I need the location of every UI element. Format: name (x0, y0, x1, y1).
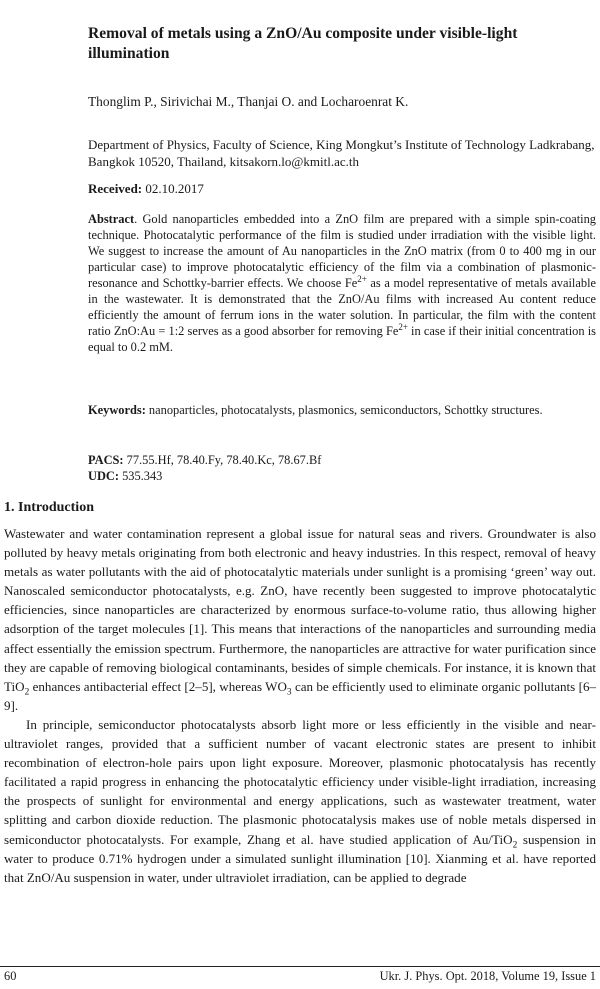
keywords-value: nanoparticles, photocatalysts, plasmonics, semiconductors, Schottky structures. (145, 403, 543, 417)
paper-title: Removal of metals using a ZnO/Au composite under visible-light illumination (88, 25, 518, 62)
abstract-text-2: as a model representative of metals available in the wastewater. It is demonstrated that the ZnO/Au films with increased Au content reduce efficiently the amount of ferrum ions in the water solution. In particular, the film with the content ratio ZnO:Au = 1:2 serves as a good absorber for removing Fe (88, 276, 597, 338)
abstract-sup-1: 2+ (357, 273, 367, 284)
paragraph-1-text-b: enhances antibacterial effect [2–5], whereas WO (29, 678, 287, 694)
paragraph-2-sub-1: 2 (512, 840, 518, 851)
paragraph-2-text-b: suspension in water to produce 0.71% hydrogen under a simulated sunlight illumination [10]. Xianming et al. have reported that ZnO/Au suspension in water, under ultraviolet irradiation, can be applied to degrade (4, 831, 597, 885)
keywords-label: Keywords: (88, 403, 146, 417)
abstract-text-1: . Gold nanoparticles embedded into a ZnO film are prepared with a simple spin-coating technique. Photocatalytic performance of the film is studied under irradiation with the visible light. We suggest to increase the amount of Au nanoparticles in the ZnO matrix (from 0 to 400 mg in our particular case) to improve photocatalytic efficiency of the film via a combination of plasmonic-resonance and Schottky-barrier effects. We choose Fe (88, 212, 596, 290)
udc-line (88, 468, 596, 484)
abstract-label: Abstract (88, 212, 135, 226)
paragraph-1 (4, 524, 596, 715)
paragraph-2 (4, 715, 596, 887)
paragraph-2-text-a: In principle, semiconductor photocatalysts absorb light more or less efficiently in the visible and near-ultraviolet ranges, provided that a sufficient number of vacant electronic states are present to inhibit recombination of electron-hole pairs upon light exposure. Moreover, plasmonic photocatalysis has recently facilitated a rapid progress in enhancing the photocatalytic efficiency under visible-light irradiation, increasing the prospects of sunlight for environmental and energy applications, such as wastewater treatment, water splitting and carbon dioxide reduction. The plasmonic photocatalysis makes use of noble metals dispersed in semiconductor photocatalysts. For example, Zhang et al. have studied application of Au/TiO (4, 716, 596, 847)
pacs-label: PACS: (88, 453, 124, 467)
pacs-line (88, 452, 596, 468)
section-heading: 1. Introduction (4, 500, 94, 515)
received-label: Received: (88, 181, 143, 196)
page-number: 60 (4, 969, 17, 983)
introduction-body (4, 524, 596, 887)
paragraph-1-text-c: can be efficiently used to eliminate organic pollutants [6–9]. (4, 678, 596, 713)
abstract-sup-2: 2+ (398, 321, 408, 332)
udc-value: 535.343 (118, 469, 163, 483)
keywords (88, 402, 596, 418)
paragraph-1-text-a: Wastewater and water contamination represent a global issue for natural seas and rivers. Groundwater is also polluted by heavy metals originating from both electronic and heavy industries. In this respect, removal of heavy metals as water pollutants with the aid of photocatalytic materials under sunlight is a promising ‘green’ way out. Nanoscaled semiconductor photocatalysts, e.g. ZnO, have recently been suggested to improve photocatalytic efficiencies, since nanoparticles are characterized by enormous surface-to-volume ratio, thus allowing higher adsorption of the target molecules [1]. This means that interactions of the nanoparticles and surrounding media affect essentially the emission spectrum. Furthermore, the nanoparticles are attractive for water purification since they are capable of removing biological contaminants, besides of simple chemicals. For instance, it is known that TiO (4, 526, 596, 694)
affiliation: Department of Physics, Faculty of Science, King Mongkut’s Institute of Technology Ladkrabang, Bangkok 10520, Thailand, kitsakorn.lo@kmitl.ac.th (88, 137, 595, 169)
abstract-text-3: in case if their initial concentration is equal to 0.2 mM. (88, 324, 596, 354)
authors: Thonglim P., Sirivichai M., Thanjai O. and Locharoenrat K. (88, 94, 409, 109)
pacs-value: 77.55.Hf, 78.40.Fy, 78.40.Kc, 78.67.Bf (123, 453, 322, 467)
journal-citation: Ukr. J. Phys. Opt. 2018, Volume 19, Issue 1 (379, 969, 596, 983)
received-date (88, 181, 204, 197)
paragraph-1-sub-1: 2 (24, 687, 30, 698)
paragraph-1-sub-2: 3 (286, 687, 292, 698)
classification-codes (88, 452, 596, 484)
footer-divider (0, 966, 600, 967)
udc-label: UDC: (88, 469, 119, 483)
received-value: 02.10.2017 (145, 181, 204, 196)
abstract (88, 211, 596, 355)
